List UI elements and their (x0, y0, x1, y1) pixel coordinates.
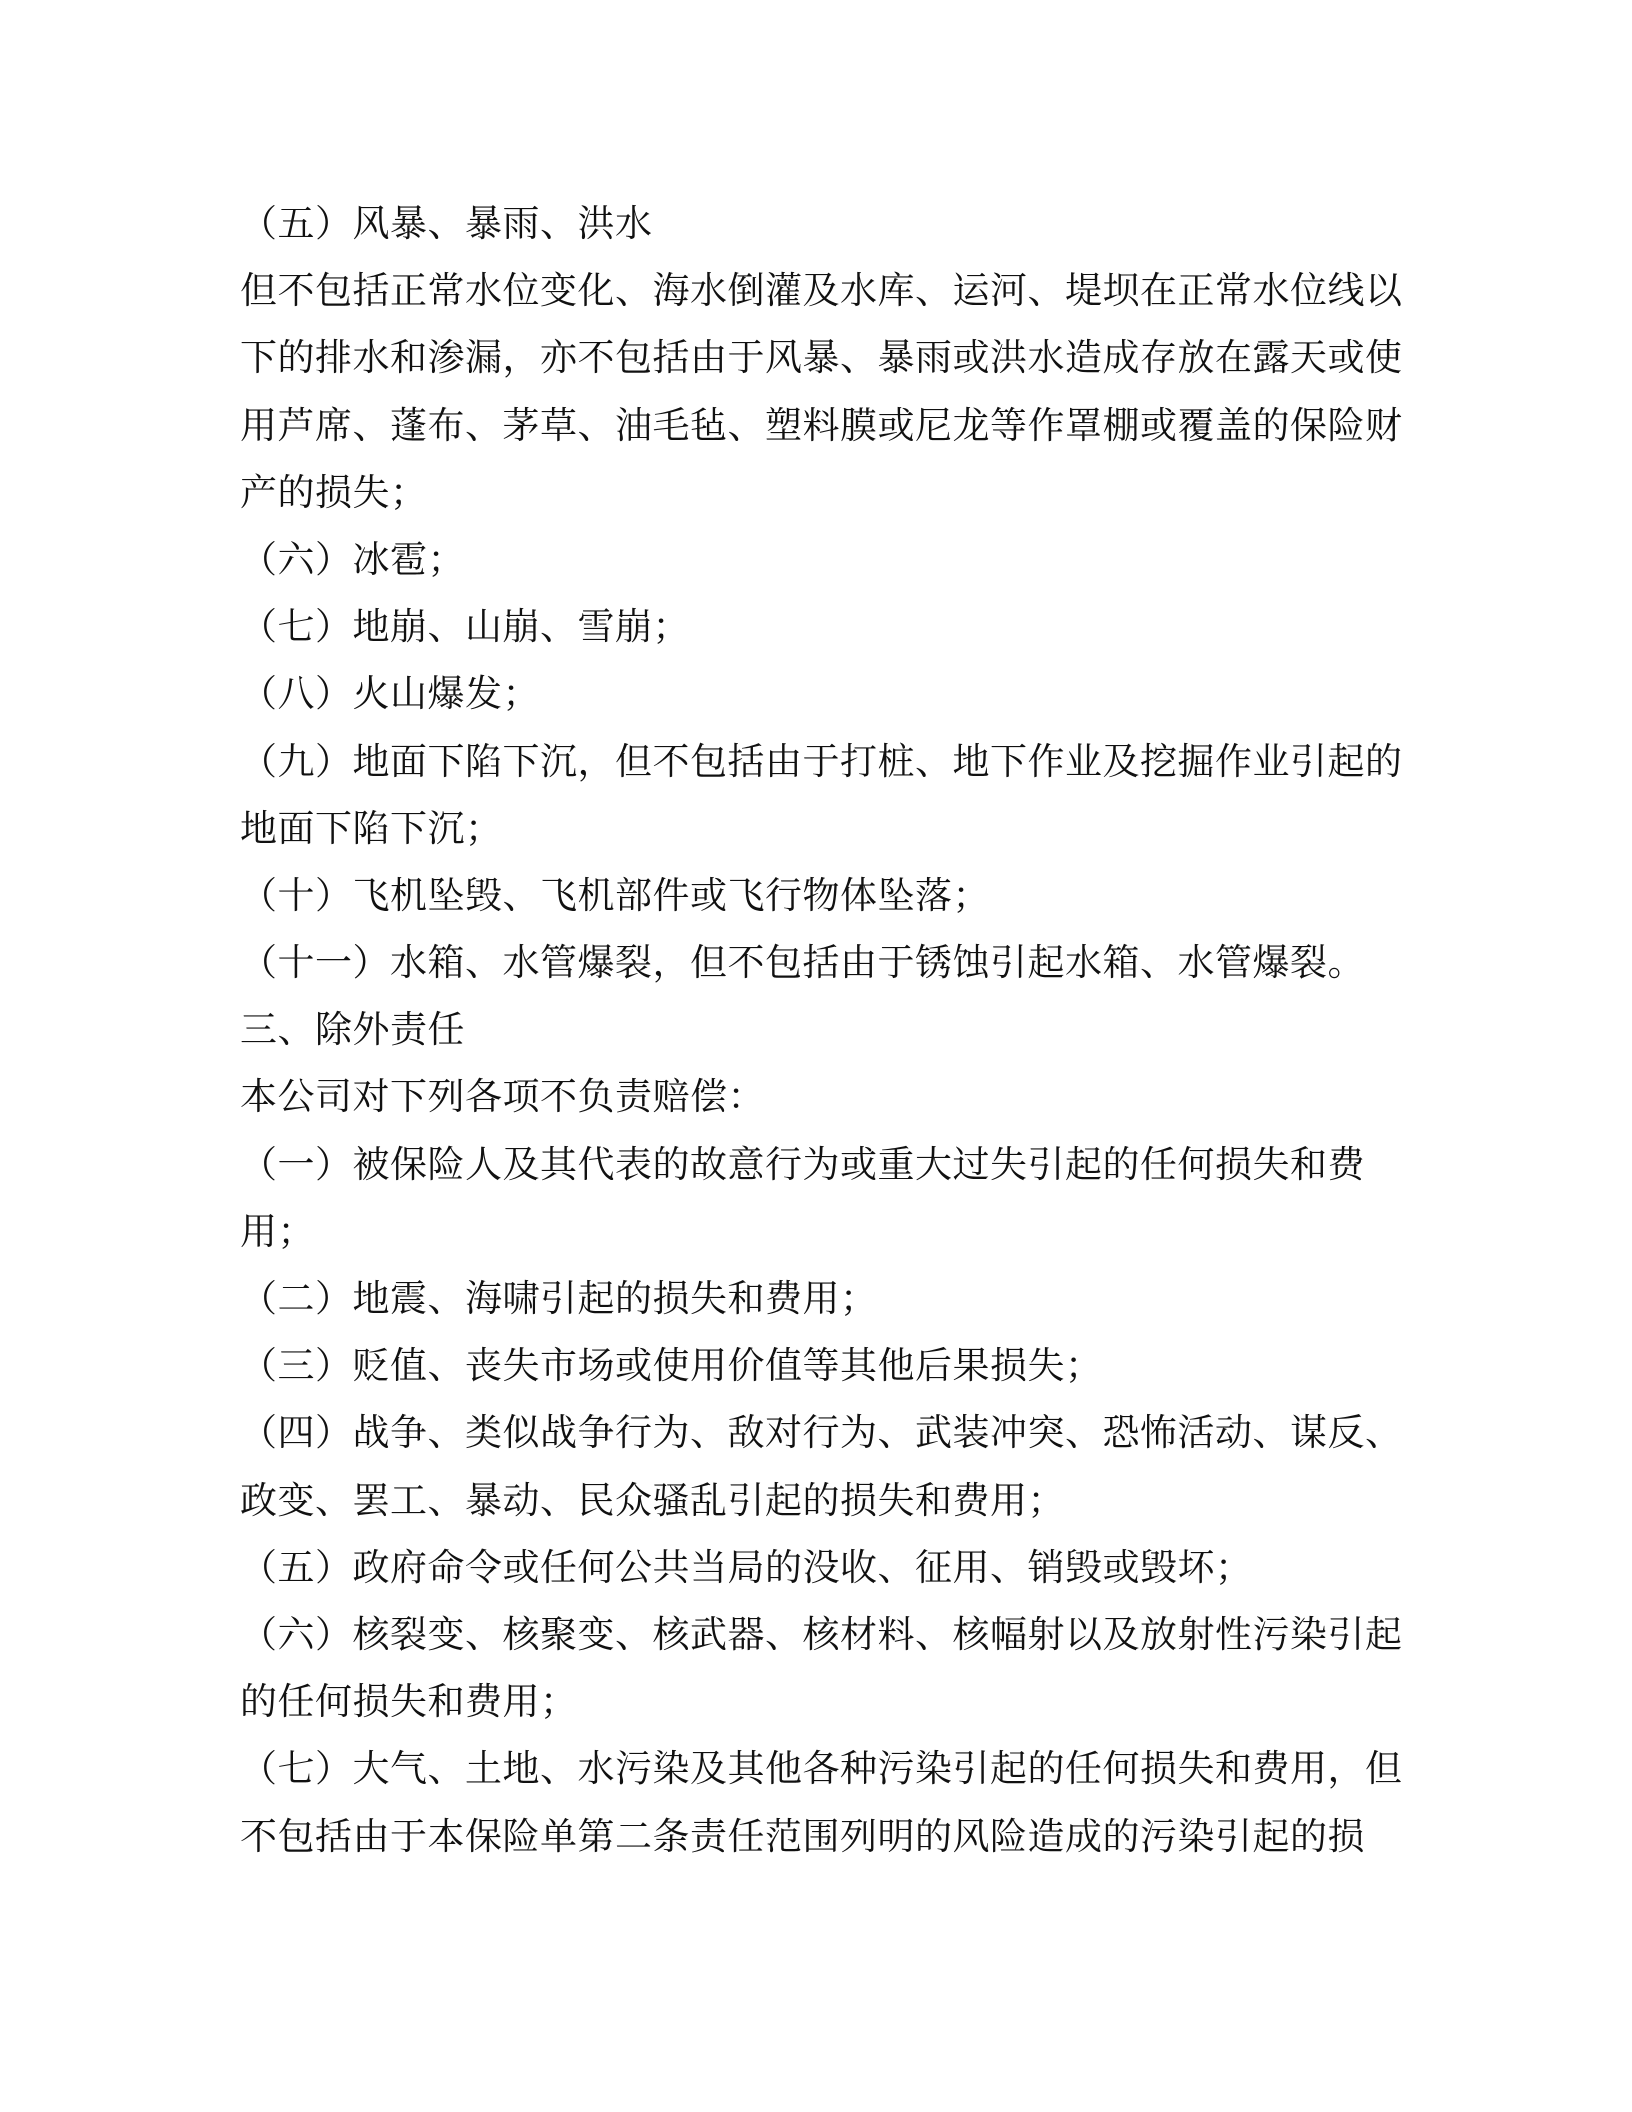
text-line: 用芦席、蓬布、茅草、油毛毡、塑料膜或尼龙等作罩棚或覆盖的保险财 (240, 403, 1403, 447)
text-line: （五）风暴、暴雨、洪水 (240, 202, 653, 245)
text-line: 用； (240, 1209, 315, 1253)
text-line: 本公司对下列各项不负责赔偿： (240, 1075, 765, 1119)
text-line: （七）地崩、山崩、雪崩； (240, 605, 690, 649)
text-line: （六）核裂变、核聚变、核武器、核材料、核幅射以及放射性污染引起 (240, 1612, 1403, 1656)
text-line: （八）火山爆发； (240, 672, 540, 716)
text-line: 的任何损失和费用； (240, 1680, 578, 1724)
text-line: 政变、罢工、暴动、民众骚乱引起的损失和费用； (240, 1478, 1065, 1522)
text-line: （十一）水箱、水管爆裂，但不包括由于锈蚀引起水箱、水管爆裂。 (240, 941, 1365, 985)
text-line: （一）被保险人及其代表的故意行为或重大过失引起的任何损失和费 (240, 1142, 1365, 1186)
document-body (240, 190, 1403, 1870)
text-line: （十）飞机坠毁、飞机部件或飞行物体坠落； (240, 873, 990, 917)
text-line: （六）冰雹； (240, 537, 465, 581)
text-line: （三）贬值、丧失市场或使用价值等其他后果损失； (240, 1344, 1103, 1388)
section-heading: 三、除外责任 (240, 1008, 465, 1052)
text-line: （四）战争、类似战争行为、敌对行为、武装冲突、恐怖活动、谋反、 (240, 1411, 1403, 1455)
text-line: 地面下陷下沉； (240, 806, 503, 850)
text-line: 但不包括正常水位变化、海水倒灌及水库、运河、堤坝在正常水位线以 (240, 269, 1403, 313)
text-line: （五）政府命令或任何公共当局的没收、征用、销毁或毁坏； (240, 1545, 1253, 1589)
text-line: 不包括由于本保险单第二条责任范围列明的风险造成的污染引起的损 (240, 1814, 1365, 1858)
text-line: 下的排水和渗漏，亦不包括由于风暴、暴雨或洪水造成存放在露天或使 (240, 336, 1403, 380)
text-line: （二）地震、海啸引起的损失和费用； (240, 1277, 878, 1320)
text-line: 产的损失； (240, 470, 428, 514)
text-line: （七）大气、土地、水污染及其他各种污染引起的任何损失和费用，但 (240, 1747, 1403, 1791)
text-line: （九）地面下陷下沉，但不包括由于打桩、地下作业及挖掘作业引起的 (240, 739, 1403, 783)
